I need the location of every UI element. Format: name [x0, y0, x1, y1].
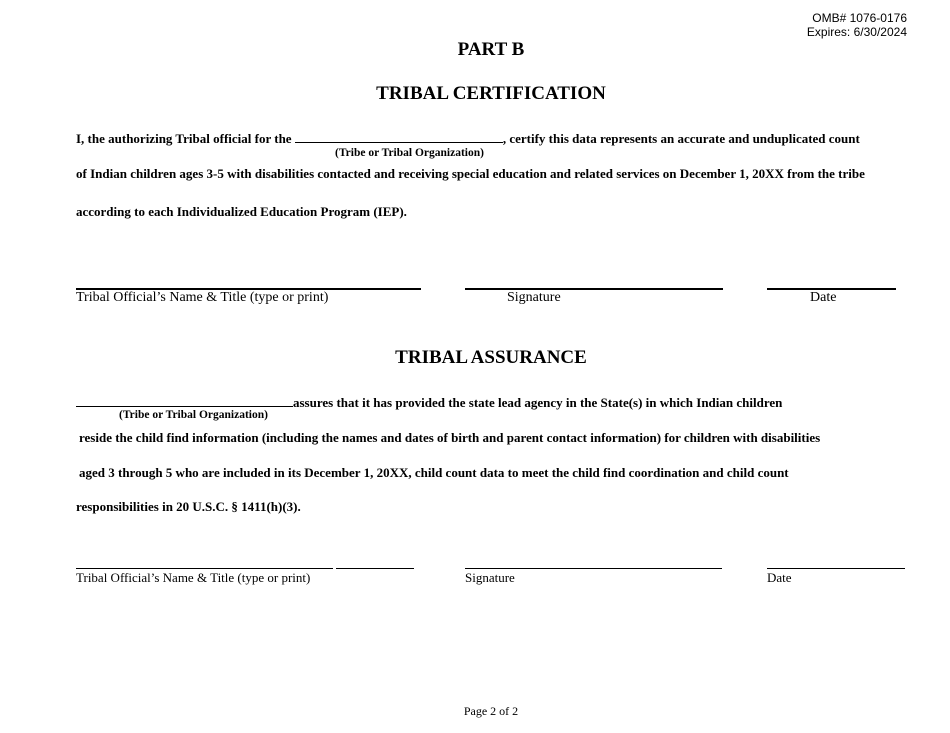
omb-number: OMB# 1076-0176 [812, 11, 907, 25]
assurance-date-label: Date [767, 570, 792, 585]
certification-line-1 [76, 130, 860, 147]
assurance-blank-caption: (Tribe or Tribal Organization) [119, 409, 268, 421]
certification-blank-caption: (Tribe or Tribal Organization) [335, 147, 484, 159]
cert-signature-label: Signature [507, 290, 561, 305]
cert-signature-line[interactable] [465, 288, 723, 290]
assurance-line-3: aged 3 through 5 who are included in its December 1, 20XX, child count data to meet the child find coordination and child count [79, 465, 789, 480]
assurance-name-title-label: Tribal Official’s Name & Title (type or print) [76, 570, 311, 585]
certification-line-3: according to each Individualized Education Program (IEP). [76, 204, 407, 219]
assurance-signature-label: Signature [465, 570, 515, 585]
certification-line-2: of Indian children ages 3-5 with disabilities contacted and receiving special education and related services on December 1, 20XX from the tribe [76, 166, 865, 181]
assurance-line-2: reside the child find information (including the names and dates of birth and parent contact information) for children with disabilities [79, 430, 821, 445]
certification-line-1-prefix: I, the authorizing Tribal official for the [76, 131, 292, 146]
page-number: Page 2 of 2 [463, 704, 519, 718]
assurance-name-title-line[interactable] [76, 568, 333, 569]
assurance-name-title-line-ext[interactable] [336, 568, 414, 569]
certification-title: TRIBAL CERTIFICATION [376, 83, 606, 104]
tribe-name-blank[interactable] [295, 130, 503, 143]
assurance-line-4: responsibilities in 20 U.S.C. § 1411(h)(3). [76, 499, 301, 514]
assurance-date-line[interactable] [767, 568, 905, 569]
assurance-tribe-name-blank[interactable] [76, 394, 293, 407]
cert-date-label: Date [810, 290, 837, 305]
expiration-date: Expires: 6/30/2024 [806, 25, 907, 39]
assurance-title: TRIBAL ASSURANCE [395, 347, 587, 368]
part-title: PART B [457, 39, 525, 60]
assurance-line-1-suffix: assures that it has provided the state lead agency in the State(s) in which Indian children [293, 395, 783, 410]
certification-line-1-suffix: , certify this data represents an accurate and unduplicated count [502, 131, 860, 146]
assurance-signature-line[interactable] [465, 568, 722, 569]
cert-name-title-label: Tribal Official’s Name & Title (type or print) [76, 290, 329, 305]
